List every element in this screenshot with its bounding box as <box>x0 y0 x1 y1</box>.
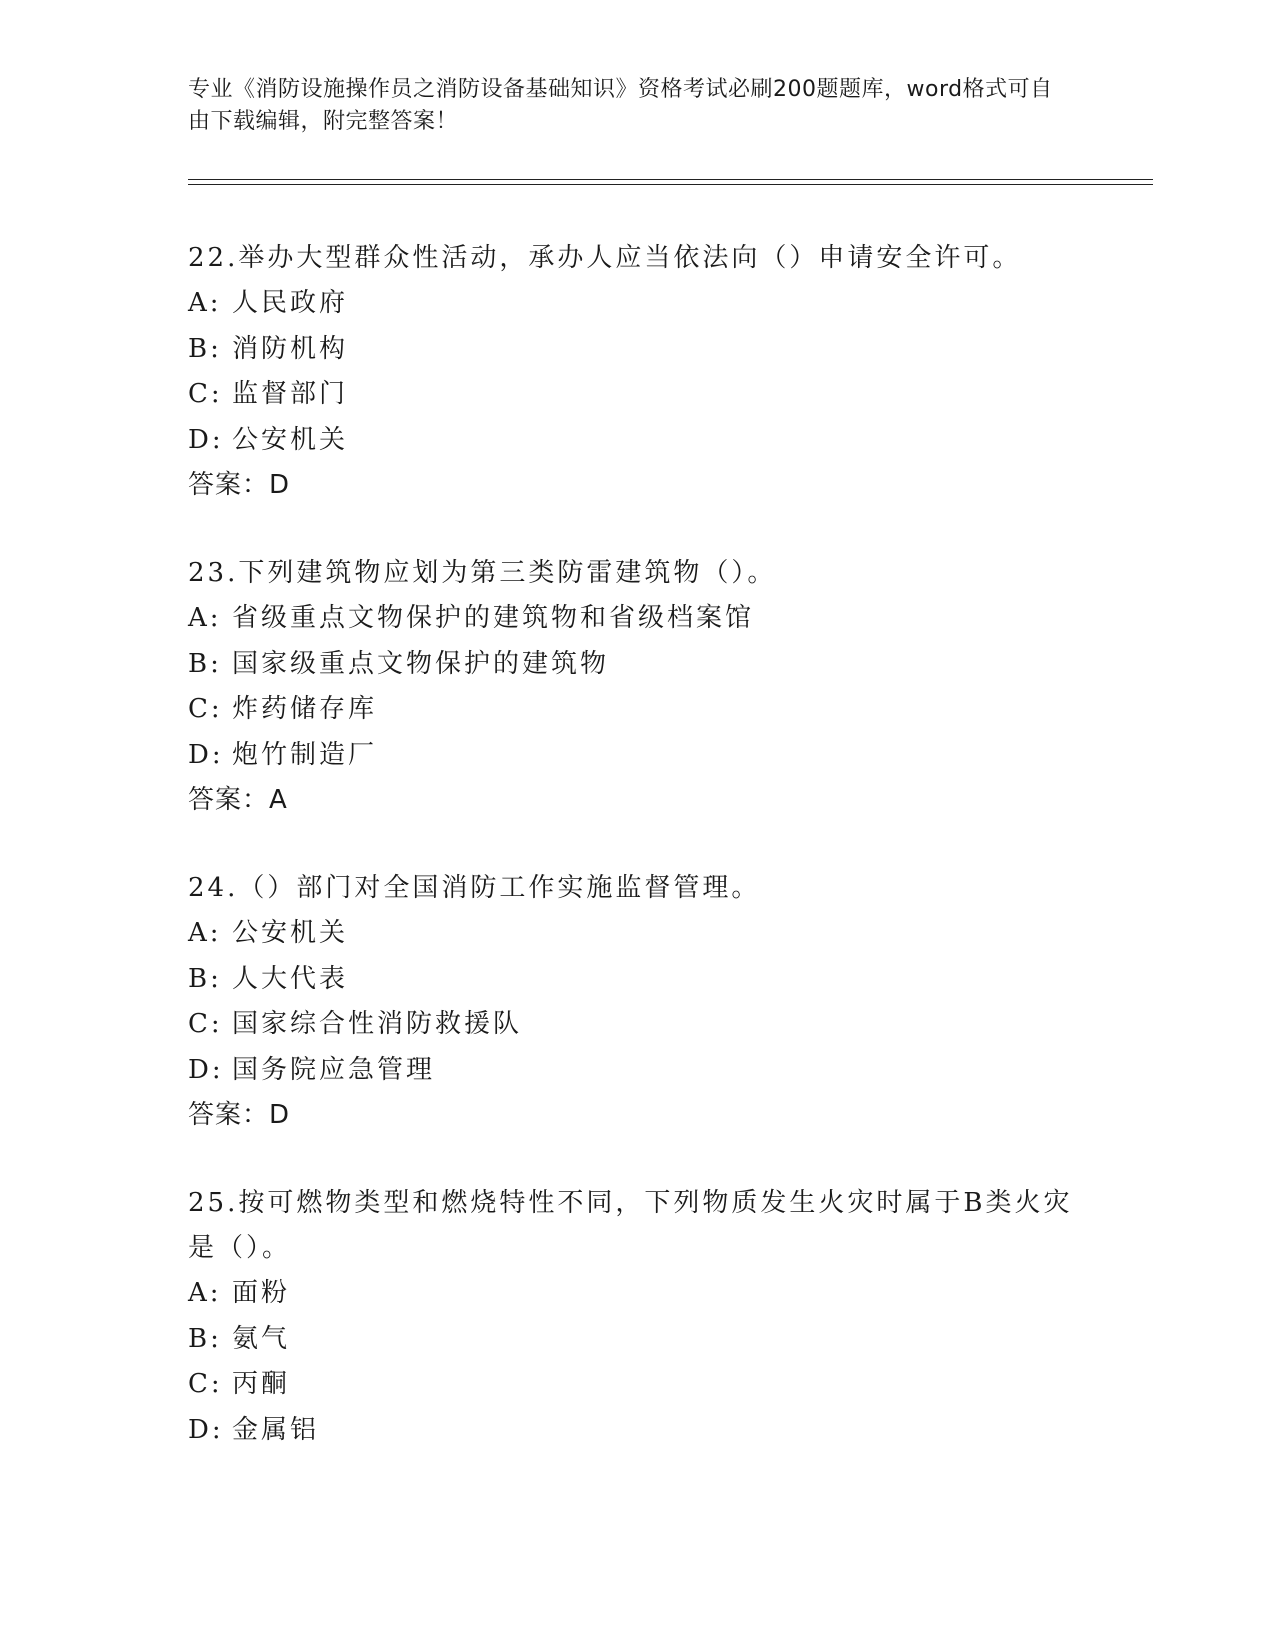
question-24 <box>188 866 1088 1137</box>
option-d <box>188 733 1088 779</box>
option-a <box>188 1271 1088 1317</box>
option-letter: A: <box>188 288 222 318</box>
option-c <box>188 1362 1088 1408</box>
option-letter: D: <box>188 1054 224 1085</box>
document-header: 专业《消防设施操作员之消防设备基础知识》资格考试必刷200题题库，word格式可自由下载编辑，附完整答案！ <box>188 77 1053 134</box>
option-d <box>188 1048 1088 1094</box>
option-letter: D: <box>188 1414 224 1445</box>
option-a <box>188 596 1088 642</box>
option-letter: B: <box>188 333 222 364</box>
question-title: 22.举办大型群众性活动，承办人应当依法向（）申请安全许可。 <box>188 243 1022 273</box>
option-letter: A: <box>188 603 222 633</box>
option-d <box>188 1408 1088 1454</box>
option-text: 炸药储存库 <box>232 694 378 724</box>
question-title: 24.（）部门对全国消防工作实施监督管理。 <box>188 873 761 903</box>
option-letter: A: <box>188 1278 222 1308</box>
option-text: 面粉 <box>232 1278 291 1308</box>
answer-line: 答案：A <box>188 785 288 815</box>
option-letter: D: <box>188 739 224 770</box>
option-letter: B: <box>188 648 222 679</box>
option-b <box>188 957 1088 1003</box>
option-text: 氨气 <box>232 1323 291 1354</box>
option-d <box>188 418 1088 464</box>
option-letter: B: <box>188 963 222 994</box>
question-23 <box>188 551 1088 822</box>
option-letter: D: <box>188 424 224 455</box>
option-text: 消防机构 <box>232 333 349 364</box>
question-title: 23.下列建筑物应划为第三类防雷建筑物（）。 <box>188 558 777 588</box>
option-letter: A: <box>188 918 222 948</box>
question-list <box>188 236 1088 1497</box>
answer-line: 答案：D <box>188 470 291 500</box>
question-22 <box>188 236 1088 507</box>
header-divider-bottom <box>188 184 1153 185</box>
option-a <box>188 281 1088 327</box>
option-text: 炮竹制造厂 <box>232 739 378 770</box>
option-letter: C: <box>188 1009 223 1039</box>
option-text: 国家级重点文物保护的建筑物 <box>232 648 610 679</box>
question-25 <box>188 1181 1088 1453</box>
option-text: 国家综合性消防救援队 <box>232 1009 523 1039</box>
header-divider-top <box>188 179 1153 180</box>
option-letter: C: <box>188 1369 223 1399</box>
option-text: 公安机关 <box>232 918 349 948</box>
option-text: 监督部门 <box>232 379 349 409</box>
option-b <box>188 642 1088 688</box>
option-text: 国务院应急管理 <box>232 1054 436 1085</box>
option-letter: B: <box>188 1323 222 1354</box>
option-letter: C: <box>188 694 223 724</box>
option-text: 人大代表 <box>232 963 349 994</box>
option-c <box>188 372 1088 418</box>
question-title: 25.按可燃物类型和燃烧特性不同，下列物质发生火灾时属于B类火灾是（）。 <box>188 1188 1073 1263</box>
option-text: 省级重点文物保护的建筑物和省级档案馆 <box>232 603 755 633</box>
option-text: 丙酮 <box>232 1369 291 1399</box>
option-text: 金属铝 <box>232 1414 320 1445</box>
option-text: 人民政府 <box>232 288 349 318</box>
option-c <box>188 1002 1088 1048</box>
option-letter: C: <box>188 379 223 409</box>
option-b <box>188 1317 1088 1363</box>
option-b <box>188 327 1088 373</box>
answer-line: 答案：D <box>188 1100 291 1130</box>
option-text: 公安机关 <box>232 424 349 455</box>
option-a <box>188 911 1088 957</box>
option-c <box>188 687 1088 733</box>
